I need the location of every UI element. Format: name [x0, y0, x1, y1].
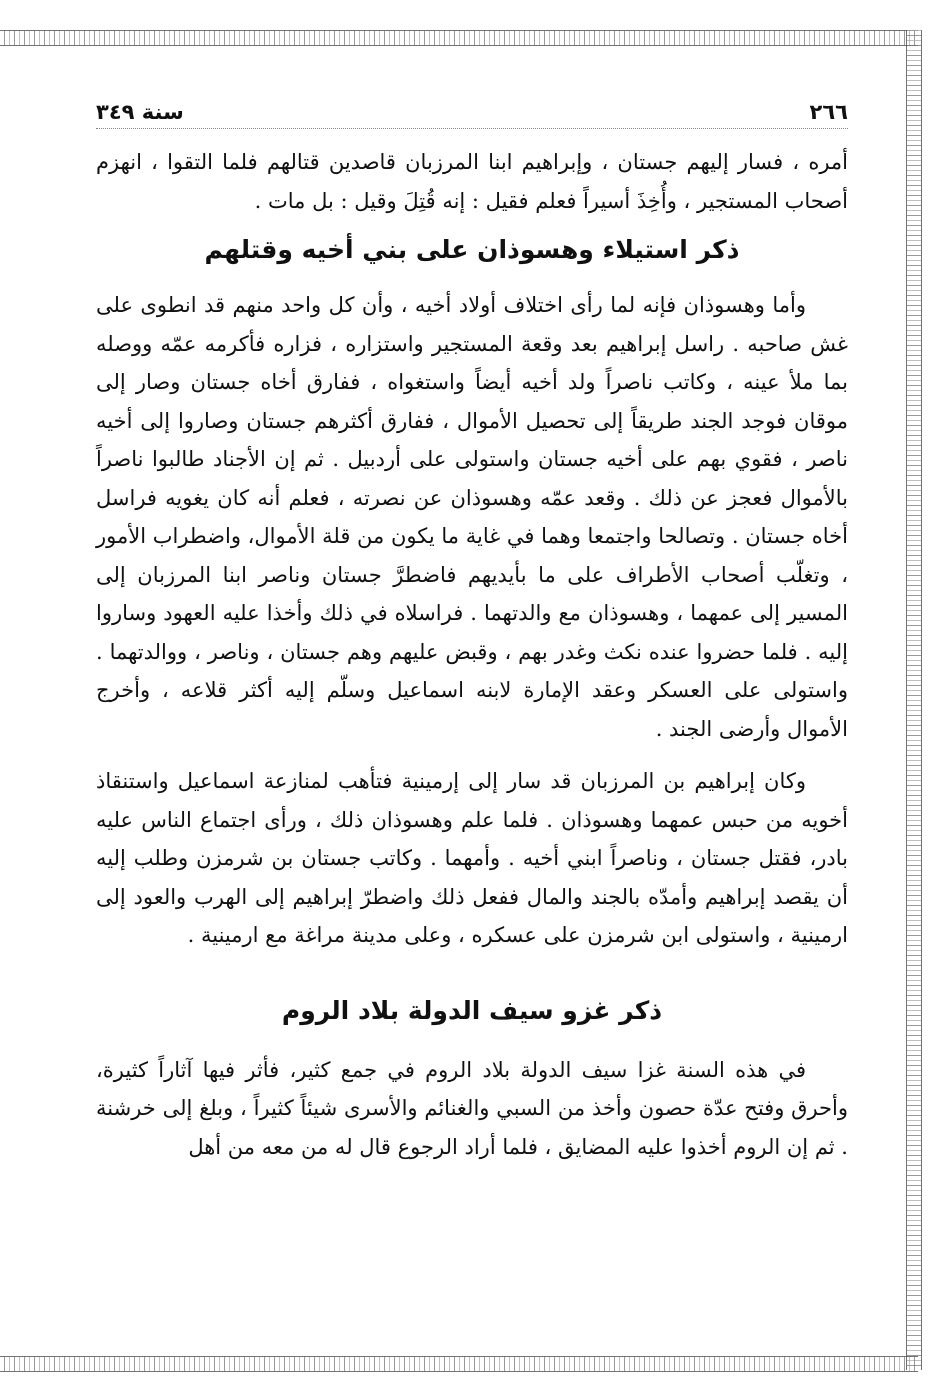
section-heading-sayf-al-dawla: ذكر غزو سيف الدولة بلاد الروم [281, 995, 663, 1025]
paragraph-wahsudan-2: وكان إبراهيم بن المرزبان قد سار إلى إرمينية فتأهب لمنازعة اسماعيل واستنقاذ أخويه من حبس عمهما وهسوذان . فلما علم وهسوذان ذلك ، ورأى اجتماع الناس عليه بادر، فقتل جستان ، وناصراً ابني أخيه . وأمهما . وكاتب جستان بن شرمزن وطلب إليه أن يقصد إبراهيم وأمدّه بالجند والمال ففعل ذلك واضطرّ إبراهيم إلى الهرب والعود إلى ارمينية ، واستولى ابن شرمزن على عسكره ، وعلى مدينة مراغة مع ارمينية . [96, 769, 848, 947]
year-heading: سنة ٣٤٩ [96, 100, 184, 124]
decorative-border-right [906, 30, 922, 1370]
opening-paragraph: أمره ، فسار إليهم جستان ، وإبراهيم ابنا المرزبان قاصدين قتالهم فلما التقوا ، انهزم أصحاب المستجير ، وأُخِذَ أسيراً فعلم فقيل : إنه قُتِلَ وقيل : بل مات . [96, 150, 848, 213]
decorative-border-top [0, 30, 918, 46]
paragraph-wahsudan-1: وأما وهسوذان فإنه لما رأى اختلاف أولاد أخيه ، وأن كل واحد منهم قد انطوى على غش صاحبه . راسل إبراهيم بعد وقعة المستجير واستزاره ، فزاره فأكرمه عمّه ووصله بما ملأ عينه ، وكاتب ناصراً ولد أخيه أيضاً واستغواه ، ففارق أخاه جستان وصار إلى موقان فوجد الجند طريقاً إلى تحصيل الأموال ، ففارق أكثرهم جستان وصاروا إلى أخيه ناصر ، فقوي بهم على أخيه جستان واستولى على أردبيل . ثم إن الأجناد طالبوا ناصراً بالأموال فعجز عن ذلك . وقعد عمّه وهسوذان عن نصرته ، فعلم أنه كان يغويه فراسل أخاه جستان . وتصالحا واجتمعا وهما في غاية ما يكون من قلة الأموال، واضطراب الأمور ، وتغلّب أصحاب الأطراف على ما بأيديهم فاضطرَّ جستان وناصر ابنا المرزبان إلى المسير إلى عمهما ، وهسوذان مع والدتهما . فراسلاه في ذلك وأخذا عليه العهود وساروا إليه . فلما حضروا عنده نكث وغدر بهم ، وقبض عليهم وهم جستان ، وناصر ، ووالدتهما . واستولى على العسكر وعقد الإمارة لابنه اسماعيل وسلّم إليه أكثر قلاعه ، وأخرج الأموال وأرضى الجند . [96, 293, 848, 741]
paragraph-sayf-al-dawla-1: في هذه السنة غزا سيف الدولة بلاد الروم في جمع كثير، فأثر فيها آثاراً كثيرة، وأحرق وفتح عدّة حصون وأخذ من السبي والغنائم والأسرى شيئاً كثيراً ، وبلغ إلى خرشنة . ثم إن الروم أخذوا عليه المضايق ، فلما أراد الرجوع قال له من معه من أهل [96, 1057, 848, 1159]
page-number: ٢٦٦ [809, 100, 848, 124]
decorative-border-bottom [0, 1356, 918, 1372]
section-heading-wahsudan: ذكر استيلاء وهسوذان على بني أخيه وقتلهم [204, 235, 740, 264]
running-head [96, 100, 848, 129]
book-page [96, 100, 848, 1166]
